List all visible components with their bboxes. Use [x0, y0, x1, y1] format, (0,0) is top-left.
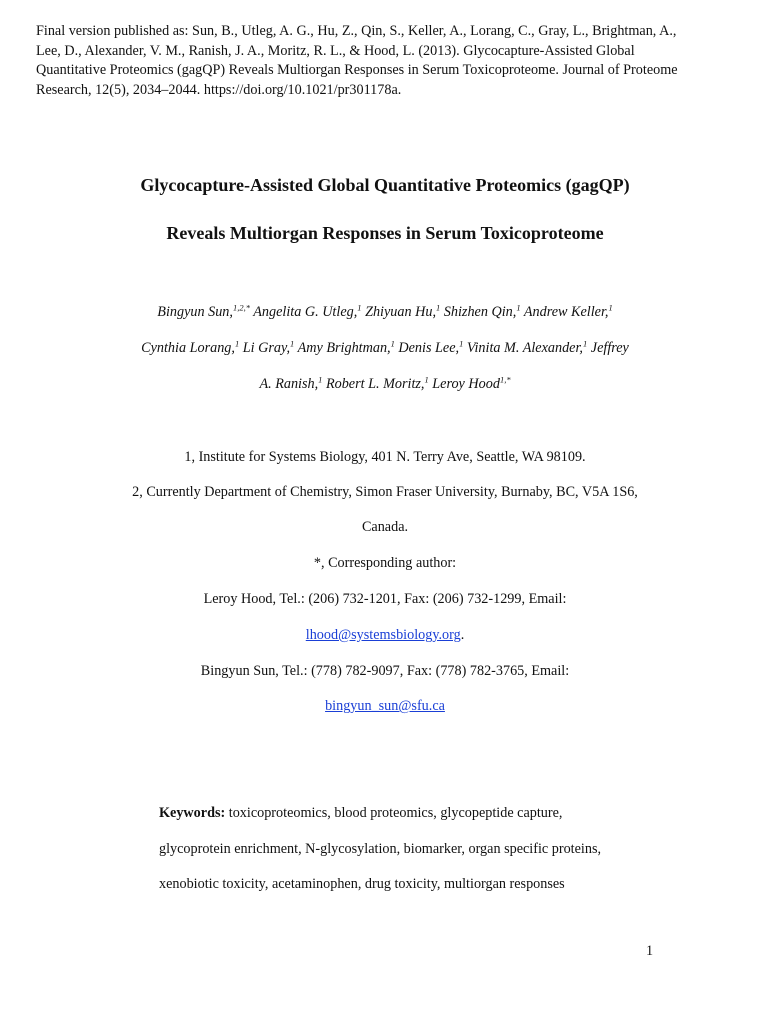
citation-line: Quantitative Proteomics (gagQP) Reveals Multiorgan Responses in Serum Toxicoproteome. Journal of Proteome — [36, 62, 678, 78]
author-name: Shizhen Qin, — [443, 304, 517, 320]
author-affiliation-mark: 1 — [290, 338, 295, 349]
affiliation-1: 1, Institute for Systems Biology, 401 N. Terry Ave, Seattle, WA 98109. — [184, 449, 586, 465]
hood-email-period: . — [460, 627, 465, 643]
author-name: Robert L. Moritz, — [325, 376, 425, 392]
author-name: Jeffrey — [590, 340, 629, 356]
author-affiliation-mark: 1 — [436, 302, 441, 313]
author-name: Angelita G. Utleg, — [253, 304, 358, 320]
author-line-3 — [0, 376, 770, 393]
author-name: Vinita M. Alexander, — [466, 340, 583, 356]
author-name: Andrew Keller, — [523, 304, 609, 320]
hood-contact: Leroy Hood, Tel.: (206) 732-1201, Fax: (206) 732-1299, Email: — [203, 591, 567, 607]
author-name: Li Gray, — [242, 340, 291, 356]
author-affiliation-mark: 1,2,* — [232, 302, 250, 313]
citation-line: Final version published as: Sun, B., Utleg, A. G., Hu, Z., Qin, S., Keller, A., Lorang, C., Gray, L., Brightman, A., — [36, 23, 677, 39]
hood-email-link[interactable]: lhood@systemsbiology.org — [305, 627, 461, 643]
sun-contact: Bingyun Sun, Tel.: (778) 782-9097, Fax: (778) 782-3765, Email: — [200, 663, 570, 679]
citation-line: Research, 12(5), 2034–2044. https://doi.org/10.1021/pr301178a. — [36, 81, 402, 98]
author-name: A. Ranish, — [259, 376, 319, 392]
keywords-line-3: xenobiotic toxicity, acetaminophen, drug toxicity, multiorgan responses — [159, 876, 565, 892]
author-line-2 — [0, 340, 770, 357]
keywords-line-1 — [159, 805, 719, 822]
keywords-line-2: glycoprotein enrichment, N-glycosylation, biomarker, organ specific proteins, — [159, 841, 602, 857]
author-affiliation-mark: 1,* — [499, 374, 511, 385]
affiliation-2-line-2: Canada. — [361, 519, 409, 535]
author-affiliation-mark: 1 — [318, 374, 323, 385]
hood-email-line — [0, 627, 770, 644]
author-name: Amy Brightman, — [297, 340, 391, 356]
author-name: Zhiyuan Hu, — [365, 304, 436, 320]
author-affiliation-mark: 1 — [357, 302, 362, 313]
author-affiliation-mark: 1 — [516, 302, 521, 313]
author-name: Leroy Hood — [432, 376, 500, 392]
sun-email-line — [0, 698, 770, 715]
author-affiliation-mark: 1 — [390, 338, 395, 349]
author-affiliation-mark: 1 — [582, 338, 588, 349]
page-number: 1 — [646, 943, 654, 959]
paper-title-line-2: Reveals Multiorgan Responses in Serum Toxicoproteome — [166, 223, 604, 243]
author-line-1 — [0, 304, 770, 321]
author-affiliation-mark: 1 — [234, 338, 240, 349]
citation-line: Lee, D., Alexander, V. M., Ranish, J. A., Moritz, R. L., & Hood, L. (2013). Glycocapture-Assisted Global — [36, 42, 635, 59]
author-affiliation-mark: 1 — [459, 338, 464, 349]
author-affiliation-mark: 1 — [608, 302, 613, 313]
paper-title-line-1: Glycocapture-Assisted Global Quantitative Proteomics (gagQP) — [140, 175, 630, 195]
keywords-label: Keywords: — [159, 805, 226, 821]
author-name: Denis Lee, — [398, 340, 460, 356]
citation-block — [36, 22, 736, 100]
author-name: Cynthia Lorang, — [141, 340, 235, 356]
keywords-text: toxicoproteomics, blood proteomics, glycopeptide capture, — [225, 805, 563, 821]
author-name: Bingyun Sun, — [157, 304, 233, 320]
author-affiliation-mark: 1 — [424, 374, 429, 385]
corresponding-author-label: *, Corresponding author: — [313, 555, 457, 571]
sun-email-link[interactable]: bingyun_sun@sfu.ca — [325, 698, 445, 714]
affiliation-2-line-1: 2, Currently Department of Chemistry, Simon Fraser University, Burnaby, BC, V5A 1S6, — [132, 484, 638, 500]
